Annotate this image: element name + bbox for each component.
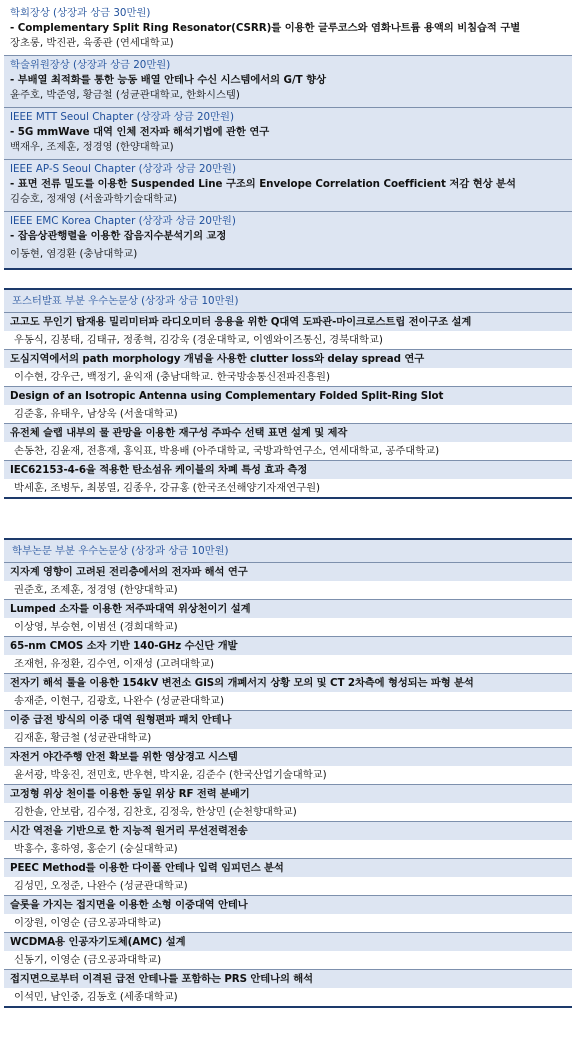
paper-authors: 윤서광, 박웅진, 전민호, 반우현, 박지윤, 김준수 (한국산업기술대학교) bbox=[4, 766, 572, 784]
undergrad-paper-list bbox=[4, 563, 572, 1006]
paper-title: 고정형 위상 천이를 이용한 동일 위상 RF 전력 분배기 bbox=[4, 785, 572, 803]
award-authors: 장초롱, 박진관, 육종관 (연세대학교) bbox=[10, 37, 174, 49]
paper-authors: 이장원, 이영순 (금오공과대학교) bbox=[4, 914, 572, 932]
section-heading: 학부논문 부분 우수논문상 (상장과 상금 10만원) bbox=[4, 540, 572, 563]
award-entry bbox=[4, 212, 572, 268]
award-authors: 윤주호, 박준영, 황금철 (성균관대학교, 한화시스템) bbox=[10, 89, 240, 101]
paper-title: PEEC Method를 이용한 다이폴 안테나 입력 임피던스 분석 bbox=[4, 859, 572, 877]
undergrad-awards-section bbox=[4, 538, 572, 1008]
paper-entry bbox=[4, 674, 572, 711]
award-paper-title: - Complementary Split Ring Resonator(CSRR)를 이용한 글루코스와 염화나트륨 용액의 비침습적 구별 bbox=[10, 22, 521, 34]
paper-title: 65-nm CMOS 소자 기반 140-GHz 수신단 개발 bbox=[4, 637, 572, 655]
paper-entry bbox=[4, 313, 572, 350]
paper-authors: 박세훈, 조병두, 최봉열, 김종우, 강규홍 (한국조선해양기자재연구원) bbox=[4, 479, 572, 497]
award-authors: 백재우, 조제훈, 정경영 (한양대학교) bbox=[10, 141, 174, 153]
paper-entry bbox=[4, 859, 572, 896]
special-awards-section bbox=[4, 4, 572, 270]
award-name: IEEE EMC Korea Chapter (상장과 상금 20만원) bbox=[10, 215, 236, 227]
award-paper-title: - 부배열 최적화를 통한 능동 배열 안테나 수신 시스템에서의 G/T 향상 bbox=[10, 74, 326, 86]
paper-title: 전자기 해석 툴을 이용한 154kV 변전소 GIS의 개폐서지 상황 모의 및 CT 2차측에 형성되는 파형 분석 bbox=[4, 674, 572, 692]
paper-authors: 손동찬, 김윤재, 전흥재, 홍익표, 박용배 (아주대학교, 국방과학연구소, 연세대학교, 공주대학교) bbox=[4, 442, 572, 460]
paper-authors: 김준홍, 유태우, 남상욱 (서울대학교) bbox=[4, 405, 572, 423]
paper-entry bbox=[4, 461, 572, 497]
paper-entry bbox=[4, 822, 572, 859]
award-paper-title: - 잡음상관행렬을 이용한 잡음지수분석기의 교정 bbox=[10, 230, 227, 242]
award-paper-title: - 표면 전류 밀도를 이용한 Suspended Line 구조의 Envelope Correlation Coefficient 저감 현상 분석 bbox=[10, 178, 516, 190]
paper-entry bbox=[4, 424, 572, 461]
paper-authors: 이수현, 강우근, 백정기, 윤익재 (충남대학교. 한국방송통신전파진흥원) bbox=[4, 368, 572, 386]
award-name: 학술위원장상 (상장과 상금 20만원) bbox=[10, 59, 171, 71]
award-entry bbox=[4, 160, 572, 212]
paper-entry bbox=[4, 563, 572, 600]
poster-awards-section bbox=[4, 288, 572, 499]
paper-title: Lumped 소자를 이용한 저주파대역 위상천이기 설계 bbox=[4, 600, 572, 618]
award-entry bbox=[4, 56, 572, 108]
paper-entry bbox=[4, 748, 572, 785]
paper-title: 자전거 야간주행 안전 확보를 위한 영상경고 시스템 bbox=[4, 748, 572, 766]
award-authors: 이동현, 염경환 (충남대학교) bbox=[10, 248, 138, 260]
paper-entry bbox=[4, 711, 572, 748]
paper-authors: 우동식, 김봉태, 김태규, 정종혁, 김강욱 (경운대학교, 이엠와이즈통신, 경북대학교) bbox=[4, 331, 572, 349]
paper-entry bbox=[4, 387, 572, 424]
paper-authors: 이상영, 부승현, 이범선 (경희대학교) bbox=[4, 618, 572, 636]
award-name: 학회장상 (상장과 상금 30만원) bbox=[10, 7, 151, 19]
paper-title: WCDMA용 인공자기도체(AMC) 설계 bbox=[4, 933, 572, 951]
paper-title: 접지면으로부터 이격된 급전 안테나를 포함하는 PRS 안테나의 해석 bbox=[4, 970, 572, 988]
paper-entry bbox=[4, 350, 572, 387]
paper-authors: 신동기, 이영순 (금오공과대학교) bbox=[4, 951, 572, 969]
paper-title: 도심지역에서의 path morphology 개념을 사용한 clutter loss와 delay spread 연구 bbox=[4, 350, 572, 368]
paper-authors: 박홍수, 홍하영, 홍순기 (숭실대학교) bbox=[4, 840, 572, 858]
paper-title: 시간 역전을 기반으로 한 지능적 원거리 무선전력전송 bbox=[4, 822, 572, 840]
paper-authors: 송재준, 이현구, 김광호, 나완수 (성균관대학교) bbox=[4, 692, 572, 710]
award-paper-title: - 5G mmWave 대역 인체 전자파 해석기법에 관한 연구 bbox=[10, 126, 270, 138]
section-heading: 포스터발표 부분 우수논문상 (상장과 상금 10만원) bbox=[4, 290, 572, 313]
paper-authors: 김재훈, 황금철 (성균관대학교) bbox=[4, 729, 572, 747]
paper-authors: 김한솔, 안보람, 김수정, 김찬호, 김정욱, 한상민 (순천향대학교) bbox=[4, 803, 572, 821]
paper-title: 이중 급전 방식의 이중 대역 원형편파 패치 안테나 bbox=[4, 711, 572, 729]
paper-entry bbox=[4, 933, 572, 970]
award-name: IEEE MTT Seoul Chapter (상장과 상금 20만원) bbox=[10, 111, 234, 123]
paper-title: 고고도 무인기 탑재용 밀리미터파 라디오미터 응용을 위한 Q대역 도파관-마이크로스트립 전이구조 설계 bbox=[4, 313, 572, 331]
paper-title: Design of an Isotropic Antenna using Complementary Folded Split-Ring Slot bbox=[4, 387, 572, 405]
paper-authors: 조재헌, 유정환, 김수연, 이재성 (고려대학교) bbox=[4, 655, 572, 673]
paper-authors: 이석민, 남인중, 김동호 (세종대학교) bbox=[4, 988, 572, 1006]
award-authors: 김승호, 정재영 (서울과학기술대학교) bbox=[10, 193, 178, 205]
paper-title: 유전체 슬랩 내부의 물 관망을 이용한 재구성 주파수 선택 표면 설계 및 제작 bbox=[4, 424, 572, 442]
poster-paper-list bbox=[4, 313, 572, 497]
paper-authors: 김성민, 오정준, 나완수 (성균관대학교) bbox=[4, 877, 572, 895]
award-entry bbox=[4, 4, 572, 56]
paper-entry bbox=[4, 637, 572, 674]
paper-title: 지자계 영향이 고려된 전리층에서의 전자파 해석 연구 bbox=[4, 563, 572, 581]
award-entry bbox=[4, 108, 572, 160]
award-name: IEEE AP-S Seoul Chapter (상장과 상금 20만원) bbox=[10, 163, 236, 175]
paper-title: 슬롯을 가지는 접지면을 이용한 소형 이중대역 안테나 bbox=[4, 896, 572, 914]
paper-entry bbox=[4, 896, 572, 933]
paper-title: IEC62153-4-6을 적용한 탄소섬유 케이블의 차폐 특성 효과 측정 bbox=[4, 461, 572, 479]
paper-entry bbox=[4, 600, 572, 637]
paper-authors: 권준호, 조제훈, 정경영 (한양대학교) bbox=[4, 581, 572, 599]
paper-entry bbox=[4, 970, 572, 1006]
paper-entry bbox=[4, 785, 572, 822]
